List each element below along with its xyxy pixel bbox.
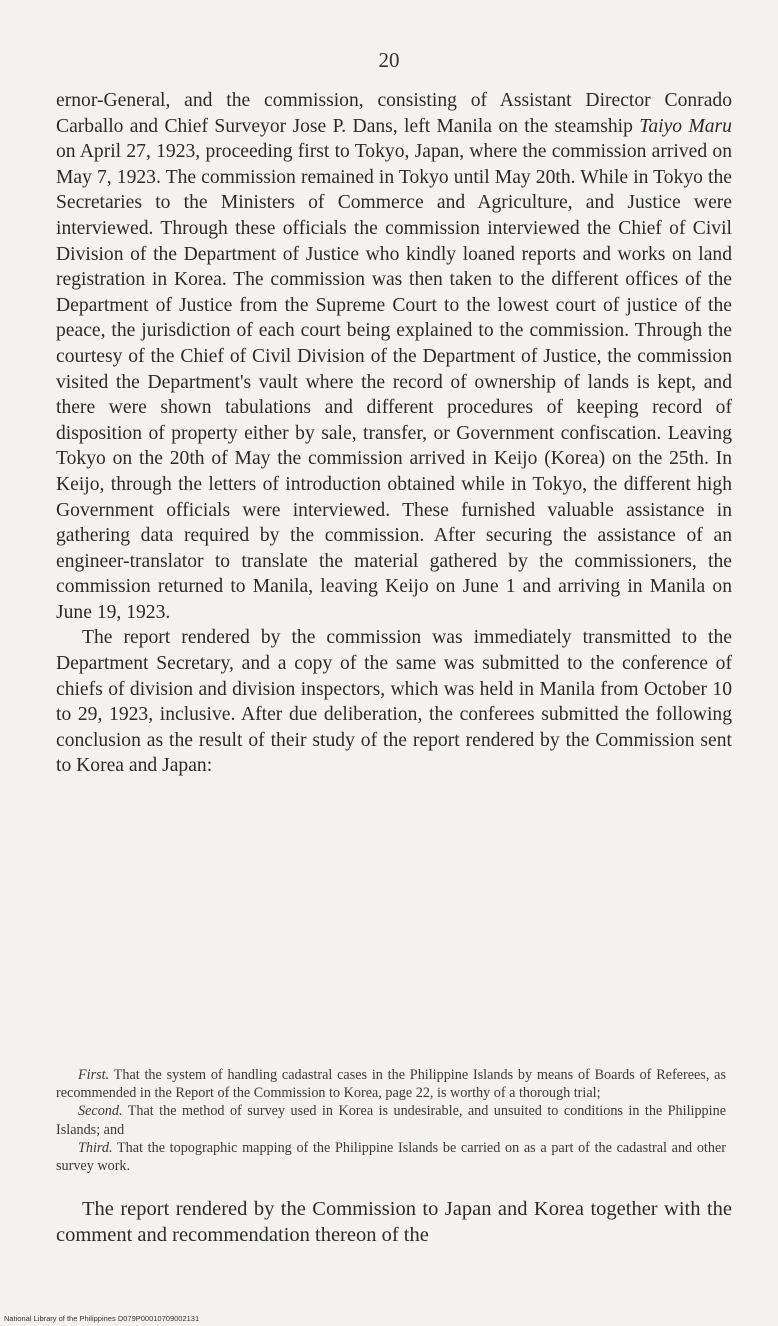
ship-name: Taiyo Maru — [639, 115, 732, 137]
page-number: 20 — [378, 48, 400, 72]
paragraph-3: The report rendered by the Commission to Japan and Korea together with the comment and recommendation thereon of the — [56, 1198, 732, 1246]
conclusion-text: That the method of survey used in Korea is undesirable, and unsuited to conditions in the Philippine Islands; and — [56, 1103, 726, 1138]
paragraph-2: The report rendered by the commission was immediately transmitted to the Department Secretary, and a copy of the same was submitted to the conference of chiefs of division and division inspectors, which was held in Manila from October 10 to 29, 1923, inclusive. After due deliberation, the conferees submitted the following conclusion as the result of their study of the report rendered by the Commission sent to Korea and Japan: — [56, 627, 732, 777]
conclusion-second — [56, 1102, 726, 1138]
conclusion-text: That the topographic mapping of the Philippine Islands be carried on as a part of the cadastral and other survey work. — [56, 1139, 726, 1175]
main-text — [56, 88, 732, 779]
footer-id: National Library of the Philippines D079P00010709002131 — [4, 1314, 200, 1323]
conclusion-third — [56, 1139, 726, 1175]
conclusion-text: That the system of handling cadastral cases in the Philippine Islands by means of Boards of Referees, as recommended in the Report of the Commission to Korea, page 22, is worthy of a thorough trial; — [56, 1067, 726, 1102]
closing-text — [56, 1196, 732, 1248]
paragraph-1-part-2: on April 27, 1923, proceeding first to Tokyo, Japan, where the commission arrived on May 7, 1923. The commission remained in Tokyo until May 20th. While in Tokyo the Secretaries to the Ministers of Commerce and Agriculture, and Justice were interviewed. Through these officials the commission interviewed the Chief of Civil Division of the Department of Justice who kindly loaned reports and works on land registration in Korea. The commission was then taken to the different offices of the Department of Justice from the Supreme Court to the lowest court of justice of the peace, the jurisdiction of each court being explained to the commission. Through the courtesy of the Chief of Civil Division of the Department of Justice, the commission visited the Department's vault where the record of ownership of lands is kept, and there were shown tabulations and different procedures of keeping record of disposition of property either by sale, transfer, or Government confiscation. Leaving Tokyo on the 20th of May the commission arrived in Keijo (Korea) on the 25th. In Keijo, through the letters of introduction obtained while in Tokyo, the different high Government officials were interviewed. These furnished valuable assistance in gathering data required by the commission. After securing the assistance of an engineer-translator to translate the material gathered by the commissioners, the commission returned to Manila, leaving Keijo on June 1 and arriving in Manila on June 19, 1923. — [56, 141, 732, 623]
paragraph-1-part-1: ernor-General, and the commission, consisting of Assistant Director Conrado Carballo and Chief Surveyor Jose P. Dans, left Manila on the steamship — [56, 90, 732, 137]
conclusions-block — [56, 1066, 726, 1175]
conclusion-label: First. — [78, 1067, 110, 1083]
conclusion-label: Third. — [78, 1139, 113, 1156]
conclusion-label: Second. — [78, 1103, 123, 1120]
paragraph-1 — [56, 88, 732, 625]
conclusion-first — [56, 1066, 726, 1102]
